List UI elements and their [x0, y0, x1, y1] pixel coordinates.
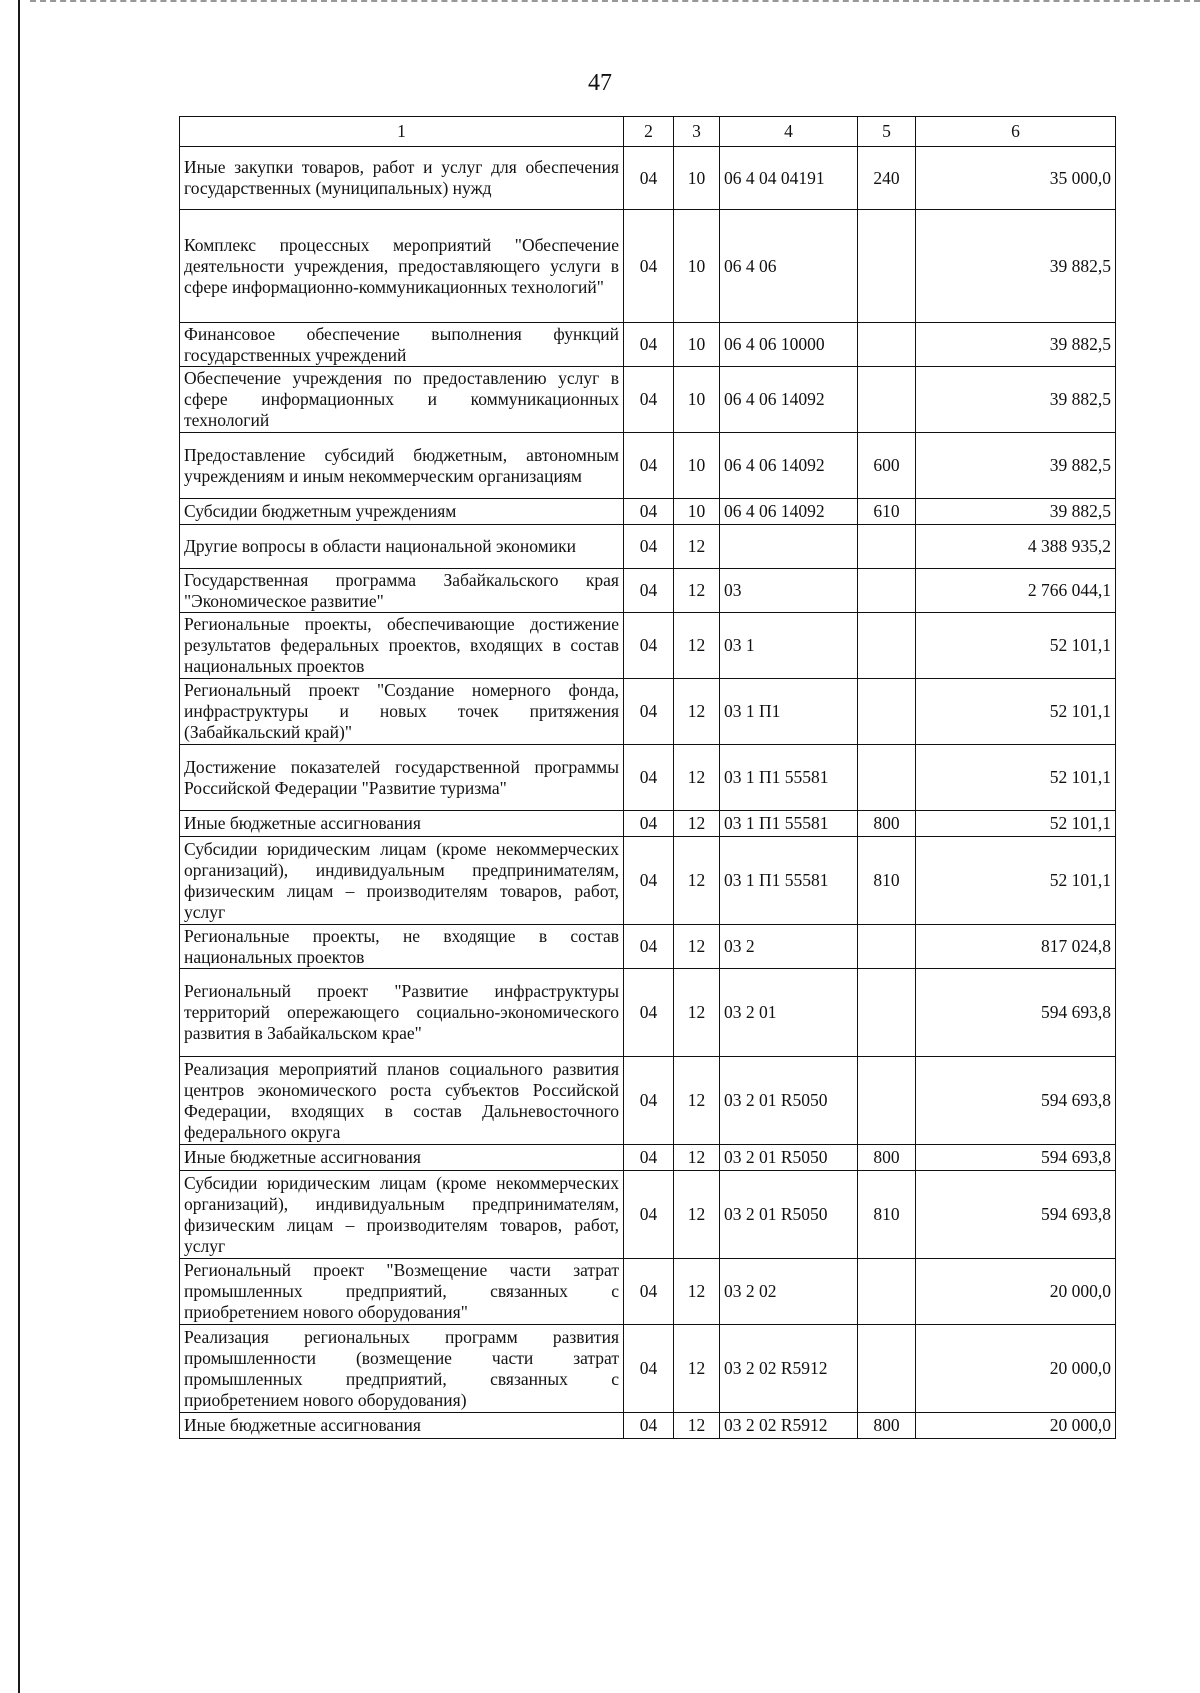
- expense-type-code: [858, 367, 916, 433]
- table-row: [180, 367, 1116, 433]
- column-header: 4: [720, 117, 858, 147]
- section-code: 04: [624, 969, 674, 1057]
- subsection-code: 12: [674, 811, 720, 837]
- amount: 817 024,8: [916, 925, 1116, 969]
- row-name: Региональный проект "Развитие инфраструктуры территорий опережающего социально-экономического развития в Забайкальском крае": [180, 969, 624, 1057]
- section-code: 04: [624, 210, 674, 323]
- expense-type-code: [858, 569, 916, 613]
- target-article-code: [720, 525, 858, 569]
- subsection-code: 12: [674, 613, 720, 679]
- expense-type-code: 610: [858, 499, 916, 525]
- amount: 20 000,0: [916, 1259, 1116, 1325]
- amount: 52 101,1: [916, 679, 1116, 745]
- expense-type-code: 800: [858, 811, 916, 837]
- amount: 39 882,5: [916, 499, 1116, 525]
- expense-type-code: 600: [858, 433, 916, 499]
- row-name: Иные бюджетные ассигнования: [180, 1145, 624, 1171]
- target-article-code: 03 2 01: [720, 969, 858, 1057]
- table-row: [180, 147, 1116, 210]
- table-row: [180, 433, 1116, 499]
- target-article-code: 06 4 06 10000: [720, 323, 858, 367]
- row-name: Региональный проект "Создание номерного фонда, инфраструктуры и новых точек притяжения (Забайкальский край)": [180, 679, 624, 745]
- subsection-code: 12: [674, 525, 720, 569]
- column-header: 3: [674, 117, 720, 147]
- target-article-code: 03: [720, 569, 858, 613]
- amount: 20 000,0: [916, 1413, 1116, 1439]
- section-code: 04: [624, 837, 674, 925]
- expense-type-code: 800: [858, 1145, 916, 1171]
- row-name: Достижение показателей государственной программы Российской Федерации "Развитие туризма": [180, 745, 624, 811]
- target-article-code: 06 4 06 14092: [720, 499, 858, 525]
- amount: 2 766 044,1: [916, 569, 1116, 613]
- amount: 52 101,1: [916, 837, 1116, 925]
- amount: 39 882,5: [916, 367, 1116, 433]
- subsection-code: 12: [674, 1057, 720, 1145]
- expense-type-code: [858, 210, 916, 323]
- expense-type-code: [858, 1325, 916, 1413]
- row-name: Субсидии бюджетным учреждениям: [180, 499, 624, 525]
- target-article-code: 03 1: [720, 613, 858, 679]
- expense-type-code: [858, 323, 916, 367]
- target-article-code: 03 2 02 R5912: [720, 1325, 858, 1413]
- row-name: Реализация региональных программ развития промышленности (возмещение части затрат промышленных предприятий, связанных с приобретением нового оборудования): [180, 1325, 624, 1413]
- amount: 39 882,5: [916, 433, 1116, 499]
- table-row: [180, 1325, 1116, 1413]
- row-name: Региональные проекты, не входящие в состав национальных проектов: [180, 925, 624, 969]
- expense-type-code: 240: [858, 147, 916, 210]
- subsection-code: 12: [674, 925, 720, 969]
- expense-type-code: 810: [858, 1171, 916, 1259]
- target-article-code: 06 4 06: [720, 210, 858, 323]
- scan-edge: [18, 0, 20, 1693]
- table-row: [180, 745, 1116, 811]
- column-header: 5: [858, 117, 916, 147]
- expense-type-code: 800: [858, 1413, 916, 1439]
- table-row: [180, 1145, 1116, 1171]
- target-article-code: 03 1 П1 55581: [720, 837, 858, 925]
- target-article-code: 03 2 02 R5912: [720, 1413, 858, 1439]
- target-article-code: 03 2: [720, 925, 858, 969]
- target-article-code: 06 4 04 04191: [720, 147, 858, 210]
- section-code: 04: [624, 613, 674, 679]
- subsection-code: 12: [674, 1325, 720, 1413]
- amount: 35 000,0: [916, 147, 1116, 210]
- section-code: 04: [624, 811, 674, 837]
- row-name: Обеспечение учреждения по предоставлению услуг в сфере информационных и коммуникационных технологий: [180, 367, 624, 433]
- subsection-code: 12: [674, 1171, 720, 1259]
- amount: 52 101,1: [916, 811, 1116, 837]
- subsection-code: 12: [674, 1145, 720, 1171]
- row-name: Реализация мероприятий планов социального развития центров экономического роста субъектов Российской Федерации, входящих в состав Дальневосточного федерального округа: [180, 1057, 624, 1145]
- section-code: 04: [624, 1145, 674, 1171]
- target-article-code: 03 1 П1: [720, 679, 858, 745]
- section-code: 04: [624, 1259, 674, 1325]
- expense-type-code: [858, 1259, 916, 1325]
- table-row: [180, 811, 1116, 837]
- subsection-code: 12: [674, 679, 720, 745]
- table-row: [180, 613, 1116, 679]
- table-row: [180, 925, 1116, 969]
- page-number: 47: [588, 70, 612, 96]
- row-name: Иные бюджетные ассигнования: [180, 1413, 624, 1439]
- column-header: 6: [916, 117, 1116, 147]
- table-row: [180, 679, 1116, 745]
- row-name: Предоставление субсидий бюджетным, автономным учреждениям и иным некоммерческим организациям: [180, 433, 624, 499]
- table-row: [180, 1413, 1116, 1439]
- expense-type-code: [858, 745, 916, 811]
- row-name: Субсидии юридическим лицам (кроме некоммерческих организаций), индивидуальным предпринимателям, физическим лицам – производителям товаров, работ, услуг: [180, 1171, 624, 1259]
- table-row: [180, 499, 1116, 525]
- header-row: [180, 117, 1116, 147]
- section-code: 04: [624, 323, 674, 367]
- table-row: [180, 323, 1116, 367]
- row-name: Комплекс процессных мероприятий "Обеспечение деятельности учреждения, предоставляющего услуги в сфере информационно-коммуникационных технологий": [180, 210, 624, 323]
- scan-edge-top: [30, 0, 1200, 6]
- expense-type-code: [858, 925, 916, 969]
- column-header: 1: [180, 117, 624, 147]
- subsection-code: 10: [674, 323, 720, 367]
- row-name: Иные бюджетные ассигнования: [180, 811, 624, 837]
- amount: 594 693,8: [916, 1145, 1116, 1171]
- subsection-code: 10: [674, 499, 720, 525]
- expense-type-code: [858, 525, 916, 569]
- target-article-code: 03 2 02: [720, 1259, 858, 1325]
- target-article-code: 03 2 01 R5050: [720, 1145, 858, 1171]
- section-code: 04: [624, 1325, 674, 1413]
- amount: 4 388 935,2: [916, 525, 1116, 569]
- subsection-code: 12: [674, 1259, 720, 1325]
- table-row: [180, 210, 1116, 323]
- subsection-code: 10: [674, 433, 720, 499]
- amount: 20 000,0: [916, 1325, 1116, 1413]
- subsection-code: 12: [674, 745, 720, 811]
- section-code: 04: [624, 925, 674, 969]
- column-header: 2: [624, 117, 674, 147]
- table-row: [180, 1057, 1116, 1145]
- subsection-code: 10: [674, 210, 720, 323]
- amount: 594 693,8: [916, 969, 1116, 1057]
- subsection-code: 12: [674, 1413, 720, 1439]
- subsection-code: 10: [674, 147, 720, 210]
- row-name: Иные закупки товаров, работ и услуг для обеспечения государственных (муниципальных) нужд: [180, 147, 624, 210]
- amount: 594 693,8: [916, 1171, 1116, 1259]
- budget-table: [179, 116, 1116, 1439]
- row-name: Региональные проекты, обеспечивающие достижение результатов федеральных проектов, входящих в состав национальных проектов: [180, 613, 624, 679]
- amount: 52 101,1: [916, 745, 1116, 811]
- subsection-code: 10: [674, 367, 720, 433]
- section-code: 04: [624, 433, 674, 499]
- amount: 594 693,8: [916, 1057, 1116, 1145]
- expense-type-code: [858, 1057, 916, 1145]
- section-code: 04: [624, 745, 674, 811]
- amount: 39 882,5: [916, 210, 1116, 323]
- table-row: [180, 837, 1116, 925]
- row-name: Государственная программа Забайкальского края "Экономическое развитие": [180, 569, 624, 613]
- amount: 52 101,1: [916, 613, 1116, 679]
- section-code: 04: [624, 1171, 674, 1259]
- subsection-code: 12: [674, 969, 720, 1057]
- section-code: 04: [624, 499, 674, 525]
- row-name: Субсидии юридическим лицам (кроме некоммерческих организаций), индивидуальным предпринимателям, физическим лицам – производителям товаров, работ, услуг: [180, 837, 624, 925]
- amount: 39 882,5: [916, 323, 1116, 367]
- target-article-code: 03 1 П1 55581: [720, 811, 858, 837]
- subsection-code: 12: [674, 837, 720, 925]
- target-article-code: 03 2 01 R5050: [720, 1171, 858, 1259]
- expense-type-code: [858, 679, 916, 745]
- row-name: Региональный проект "Возмещение части затрат промышленных предприятий, связанных с приобретением нового оборудования": [180, 1259, 624, 1325]
- target-article-code: 06 4 06 14092: [720, 367, 858, 433]
- section-code: 04: [624, 1413, 674, 1439]
- section-code: 04: [624, 147, 674, 210]
- section-code: 04: [624, 367, 674, 433]
- table-row: [180, 1171, 1116, 1259]
- expense-type-code: [858, 613, 916, 679]
- table-row: [180, 525, 1116, 569]
- table-row: [180, 569, 1116, 613]
- target-article-code: 03 1 П1 55581: [720, 745, 858, 811]
- expense-type-code: [858, 969, 916, 1057]
- section-code: 04: [624, 679, 674, 745]
- target-article-code: 03 2 01 R5050: [720, 1057, 858, 1145]
- table-row: [180, 1259, 1116, 1325]
- row-name: Другие вопросы в области национальной экономики: [180, 525, 624, 569]
- section-code: 04: [624, 525, 674, 569]
- section-code: 04: [624, 1057, 674, 1145]
- section-code: 04: [624, 569, 674, 613]
- table-row: [180, 969, 1116, 1057]
- expense-type-code: 810: [858, 837, 916, 925]
- subsection-code: 12: [674, 569, 720, 613]
- row-name: Финансовое обеспечение выполнения функций государственных учреждений: [180, 323, 624, 367]
- target-article-code: 06 4 06 14092: [720, 433, 858, 499]
